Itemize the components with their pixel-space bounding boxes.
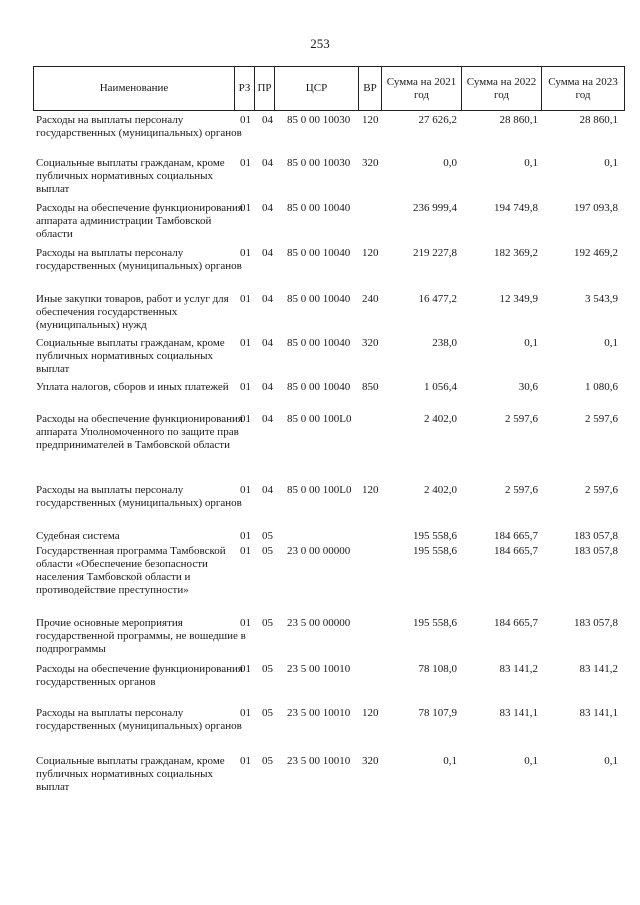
row-sum-2021: 2 402,0 — [424, 413, 457, 425]
row-rz: 01 — [240, 381, 251, 393]
row-sum-2022: 184 665,7 — [494, 617, 538, 629]
row-sum-2023: 28 860,1 — [579, 114, 618, 126]
row-vr: 120 — [362, 484, 379, 496]
row-pr: 05 — [262, 755, 273, 767]
row-name: Судебная система — [36, 530, 120, 542]
row-name: Государственная программа Тамбовской области «Обеспечение безопасности населения Тамбовской области и противодействие преступности» — [36, 545, 226, 596]
row-rz: 01 — [240, 484, 251, 496]
row-name: Социальные выплаты гражданам, кроме публичных нормативных социальных выплат — [36, 157, 225, 195]
header-pr: ПР — [254, 67, 274, 110]
row-sum-2022: 2 597,6 — [505, 484, 538, 496]
row-rz: 01 — [240, 247, 251, 259]
row-pr: 05 — [262, 707, 273, 719]
header-vr: ВР — [358, 67, 381, 110]
row-sum-2023: 183 057,8 — [574, 530, 618, 542]
row-name: Иные закупки товаров, работ и услуг для обеспечения государственных (муниципальных) нужд — [36, 293, 229, 331]
row-rz: 01 — [240, 293, 251, 305]
row-name: Расходы на выплаты персоналу государственных (муниципальных) органов — [36, 707, 242, 732]
row-name: Расходы на выплаты персоналу государственных (муниципальных) органов — [36, 114, 242, 139]
header-name: Наименование — [99, 82, 169, 94]
row-name: Прочие основные мероприятия государственной программы, не вошедшие в подпрограммы — [36, 617, 246, 655]
row-sum-2022: 83 141,1 — [499, 707, 538, 719]
row-sum-2021: 27 626,2 — [418, 114, 457, 126]
row-csr: 85 0 00 10040 — [287, 337, 351, 349]
row-sum-2021: 219 227,8 — [413, 247, 457, 259]
row-sum-2021: 78 108,0 — [418, 663, 457, 675]
row-sum-2022: 30,6 — [518, 381, 538, 393]
row-sum-2021: 78 107,9 — [418, 707, 457, 719]
row-pr: 04 — [262, 413, 273, 425]
row-sum-2021: 0,1 — [443, 755, 457, 767]
row-sum-2021: 195 558,6 — [413, 617, 457, 629]
row-csr: 23 5 00 00000 — [287, 617, 351, 629]
header-csr: ЦСР — [274, 67, 358, 110]
row-sum-2022: 83 141,2 — [499, 663, 538, 675]
header-sum-2022: Сумма на 2022 год — [461, 67, 541, 110]
page-number: 253 — [310, 36, 330, 51]
row-rz: 01 — [240, 530, 251, 542]
row-csr: 85 0 00 10040 — [287, 202, 351, 214]
row-sum-2022: 2 597,6 — [505, 413, 538, 425]
row-pr: 04 — [262, 157, 273, 169]
row-sum-2021: 195 558,6 — [413, 545, 457, 557]
row-vr: 120 — [362, 247, 379, 259]
row-pr: 04 — [262, 293, 273, 305]
row-name: Расходы на обеспечение функционирования аппарата администрации Тамбовской области — [36, 202, 243, 240]
row-sum-2023: 0,1 — [604, 337, 618, 349]
row-sum-2023: 0,1 — [604, 755, 618, 767]
row-pr: 05 — [262, 545, 273, 557]
row-sum-2023: 183 057,8 — [574, 545, 618, 557]
row-sum-2023: 1 080,6 — [585, 381, 618, 393]
row-vr: 320 — [362, 157, 379, 169]
row-name: Расходы на выплаты персоналу государственных (муниципальных) органов — [36, 484, 242, 509]
row-rz: 01 — [240, 545, 251, 557]
row-vr: 320 — [362, 755, 379, 767]
row-sum-2023: 0,1 — [604, 157, 618, 169]
row-rz: 01 — [240, 707, 251, 719]
row-rz: 01 — [240, 617, 251, 629]
row-sum-2023: 2 597,6 — [585, 413, 618, 425]
row-sum-2022: 184 665,7 — [494, 545, 538, 557]
row-sum-2022: 0,1 — [524, 755, 538, 767]
row-vr: 850 — [362, 381, 379, 393]
row-sum-2021: 238,0 — [432, 337, 457, 349]
row-pr: 04 — [262, 114, 273, 126]
row-rz: 01 — [240, 114, 251, 126]
header-sum-2021: Сумма на 2021 год — [381, 67, 461, 110]
row-rz: 01 — [240, 157, 251, 169]
row-csr: 85 0 00 10040 — [287, 293, 351, 305]
row-rz: 01 — [240, 413, 251, 425]
row-name: Уплата налогов, сборов и иных платежей — [36, 381, 229, 393]
row-sum-2022: 182 369,2 — [494, 247, 538, 259]
row-pr: 04 — [262, 247, 273, 259]
row-csr: 85 0 00 10040 — [287, 247, 351, 259]
row-sum-2021: 16 477,2 — [418, 293, 457, 305]
row-sum-2023: 183 057,8 — [574, 617, 618, 629]
row-vr: 320 — [362, 337, 379, 349]
row-sum-2022: 12 349,9 — [499, 293, 538, 305]
row-sum-2023: 197 093,8 — [574, 202, 618, 214]
row-name: Социальные выплаты гражданам, кроме публичных нормативных социальных выплат — [36, 755, 225, 793]
row-sum-2022: 0,1 — [524, 337, 538, 349]
row-sum-2021: 0,0 — [443, 157, 457, 169]
row-pr: 05 — [262, 663, 273, 675]
row-rz: 01 — [240, 337, 251, 349]
row-sum-2023: 3 543,9 — [585, 293, 618, 305]
row-sum-2023: 83 141,1 — [579, 707, 618, 719]
row-vr: 120 — [362, 114, 379, 126]
row-sum-2023: 83 141,2 — [579, 663, 618, 675]
row-pr: 05 — [262, 530, 273, 542]
row-csr: 23 5 00 10010 — [287, 663, 351, 675]
row-pr: 04 — [262, 484, 273, 496]
row-rz: 01 — [240, 755, 251, 767]
row-pr: 05 — [262, 617, 273, 629]
row-pr: 04 — [262, 337, 273, 349]
row-sum-2023: 192 469,2 — [574, 247, 618, 259]
row-rz: 01 — [240, 663, 251, 675]
row-rz: 01 — [240, 202, 251, 214]
row-csr: 85 0 00 100L0 — [287, 413, 352, 425]
row-csr: 85 0 00 10040 — [287, 381, 351, 393]
row-name: Расходы на выплаты персоналу государственных (муниципальных) органов — [36, 247, 242, 272]
row-sum-2022: 28 860,1 — [499, 114, 538, 126]
row-name: Расходы на обеспечение функционирования государственных органов — [36, 663, 243, 688]
row-vr: 240 — [362, 293, 379, 305]
row-sum-2022: 184 665,7 — [494, 530, 538, 542]
row-sum-2022: 194 749,8 — [494, 202, 538, 214]
row-name: Социальные выплаты гражданам, кроме публичных нормативных социальных выплат — [36, 337, 225, 375]
row-csr: 23 5 00 10010 — [287, 755, 351, 767]
row-csr: 23 0 00 00000 — [287, 545, 351, 557]
header-sum-2023: Сумма на 2023 год — [541, 67, 624, 110]
row-sum-2023: 2 597,6 — [585, 484, 618, 496]
row-sum-2021: 2 402,0 — [424, 484, 457, 496]
row-pr: 04 — [262, 202, 273, 214]
row-sum-2021: 1 056,4 — [424, 381, 457, 393]
row-vr: 120 — [362, 707, 379, 719]
row-csr: 85 0 00 10030 — [287, 114, 351, 126]
row-csr: 85 0 00 100L0 — [287, 484, 352, 496]
row-sum-2021: 236 999,4 — [413, 202, 457, 214]
row-name: Расходы на обеспечение функционирования аппарата Уполномоченного по защите прав предпринимателей в Тамбовской области — [36, 413, 243, 451]
row-csr: 23 5 00 10010 — [287, 707, 351, 719]
row-csr: 85 0 00 10030 — [287, 157, 351, 169]
row-sum-2022: 0,1 — [524, 157, 538, 169]
row-sum-2021: 195 558,6 — [413, 530, 457, 542]
row-pr: 04 — [262, 381, 273, 393]
header-rz: РЗ — [234, 67, 254, 110]
